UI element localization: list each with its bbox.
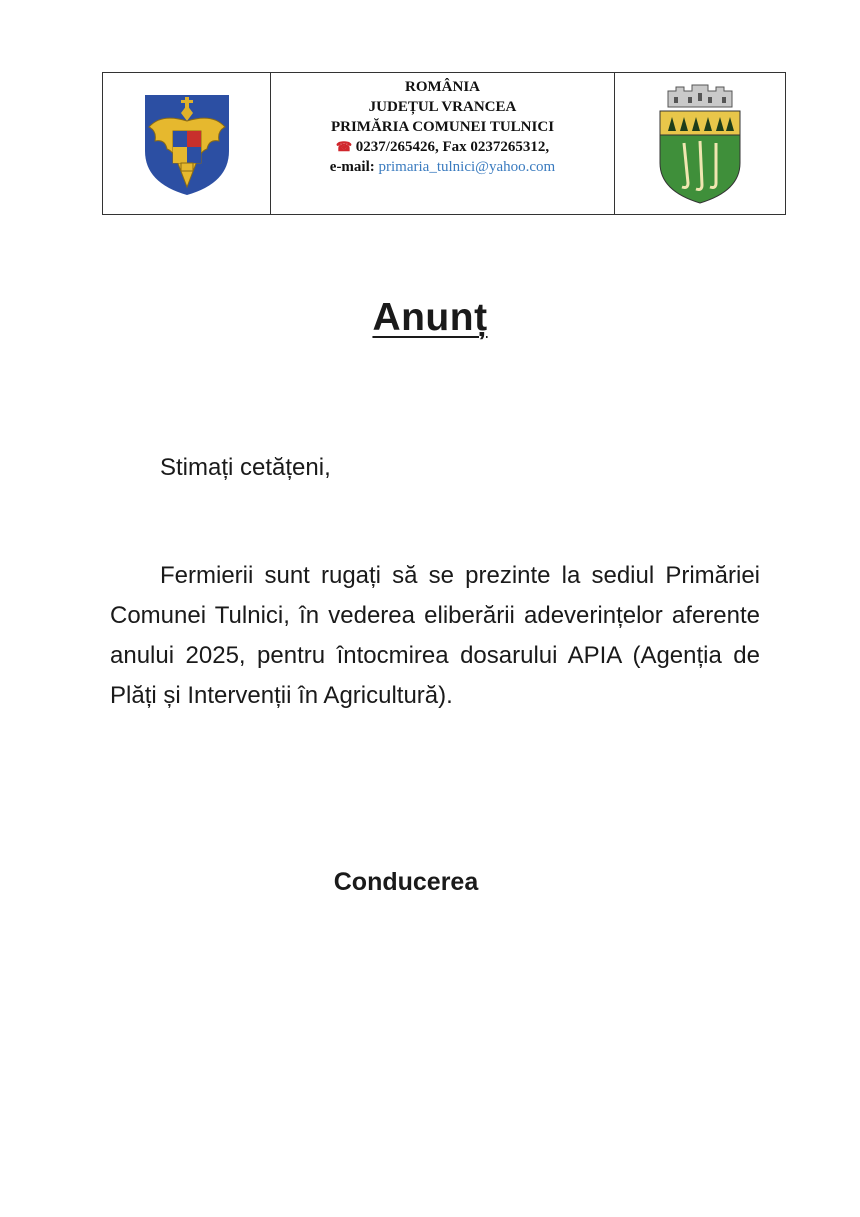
phone-line bbox=[336, 137, 549, 157]
phone-fax: 0237/265426, Fax 0237265312, bbox=[355, 139, 550, 155]
country-name: ROMÂNIA bbox=[405, 79, 480, 95]
county-name: JUDEȚUL VRANCEA bbox=[368, 99, 517, 115]
email-line bbox=[330, 157, 555, 177]
institution-name: PRIMĂRIA COMUNEI TULNICI bbox=[330, 119, 555, 135]
page-title bbox=[0, 296, 860, 340]
letterhead bbox=[102, 72, 786, 215]
letterhead-text bbox=[271, 73, 615, 214]
romania-coat-of-arms-icon bbox=[141, 91, 233, 197]
letterhead-left-cell bbox=[103, 73, 271, 214]
letterhead-right-cell bbox=[615, 73, 785, 214]
announcement-body: Fermierii sunt rugați să se prezinte la sediul Primăriei Comunei Tulnici, în vederea eliberării adeverințelor aferente anului 2025, pentru întocmirea dosarului APIA (Agenția de Plăți și Intervenții în Agricultură). bbox=[110, 562, 760, 709]
tulnici-coat-of-arms-icon bbox=[654, 83, 746, 205]
email-link[interactable]: primaria_tulnici@yahoo.com bbox=[378, 159, 556, 175]
signature: Conducerea bbox=[333, 868, 479, 896]
title-text: Anunț bbox=[372, 296, 488, 339]
phone-icon: ☎ bbox=[335, 139, 353, 154]
email-label: e-mail: bbox=[329, 159, 375, 175]
greeting: Stimați cetățeni, bbox=[160, 454, 331, 481]
